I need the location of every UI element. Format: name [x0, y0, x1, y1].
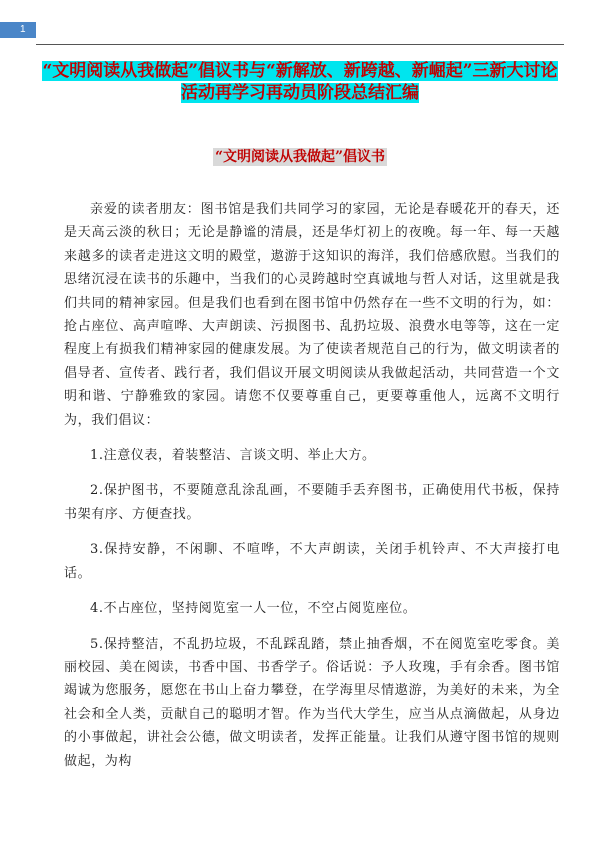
proposal-item-1: 1.注意仪表，着装整洁、言谈文明、举止大方。: [90, 448, 376, 464]
section-heading-text: “文明阅读从我做起”倡议书: [214, 149, 386, 165]
header-rule: [36, 44, 564, 45]
intro-paragraph: 亲爱的读者朋友：图书馆是我们共同学习的家园，无论是春暖花开的春天，还是天高云淡的秋日；无论是静谧的清晨，还是华灯初上的夜晚。每一年、每一天越来越多的读者走进这文明的殿堂，遨游于这知识的海洋，我们倍感欣慰。当我们的思绪沉浸在读书的乐趣中，当我们的心灵跨越时空真诚地与哲人对话，这里就是我们共同的精神家园。但是我们也看到在图书馆中仍然存在一些不文明的行为，如：抢占座位、高声喧哗、大声朗读、污损图书、乱扔垃圾、浪费水电等等，这在一定程度上有损我们精神家园的健康发展。为了使读者规范自己的行为，做文明读者的倡导者、宣传者、践行者，我们倡议开展文明阅读从我做起活动，共同营造一个文明和谐、宁静雅致的家园。请您不仅要尊重自己，更要尊重他人，远离不文明行为，我们倡议：: [64, 202, 560, 428]
page-number-badge: 1: [0, 22, 36, 38]
proposal-item-4: 4.不占座位，坚持阅览室一人一位，不空占阅览座位。: [90, 601, 417, 617]
proposal-item-5: 5.保持整洁，不乱扔垃圾，不乱踩乱踏，禁止抽香烟，不在阅览室吃零食。美丽校园、美在阅读，书香中国、书香学子。俗话说：予人玫瑰，手有余香。图书馆竭诚为您服务，愿您在书山上奋力攀登，在学海里尽情遨游，为美好的未来，为全社会和全人类，贡献自己的聪明才智。作为当代大学生，应当从点滴做起，从身边的小事做起，讲社会公德，做文明读者，发挥正能量。让我们从遵守图书馆的规则做起，为构: [64, 636, 560, 769]
proposal-item-2: 2.保护图书，不要随意乱涂乱画，不要随手丢弃图书，正确使用代书板，保持书架有序、方便查找。: [64, 483, 560, 522]
section-heading: [0, 146, 600, 166]
document-title-text: “文明阅读从我做起”倡议书与“新解放、新跨越、新崛起”三新大讨论活动再学习再动员阶段总结汇编: [42, 61, 558, 103]
proposal-item-3: 3.保持安静，不闲聊、不喧哗，不大声朗读，关闭手机铃声、不大声接打电话。: [64, 542, 560, 581]
document-body: [64, 198, 560, 773]
document-title: [40, 60, 560, 104]
